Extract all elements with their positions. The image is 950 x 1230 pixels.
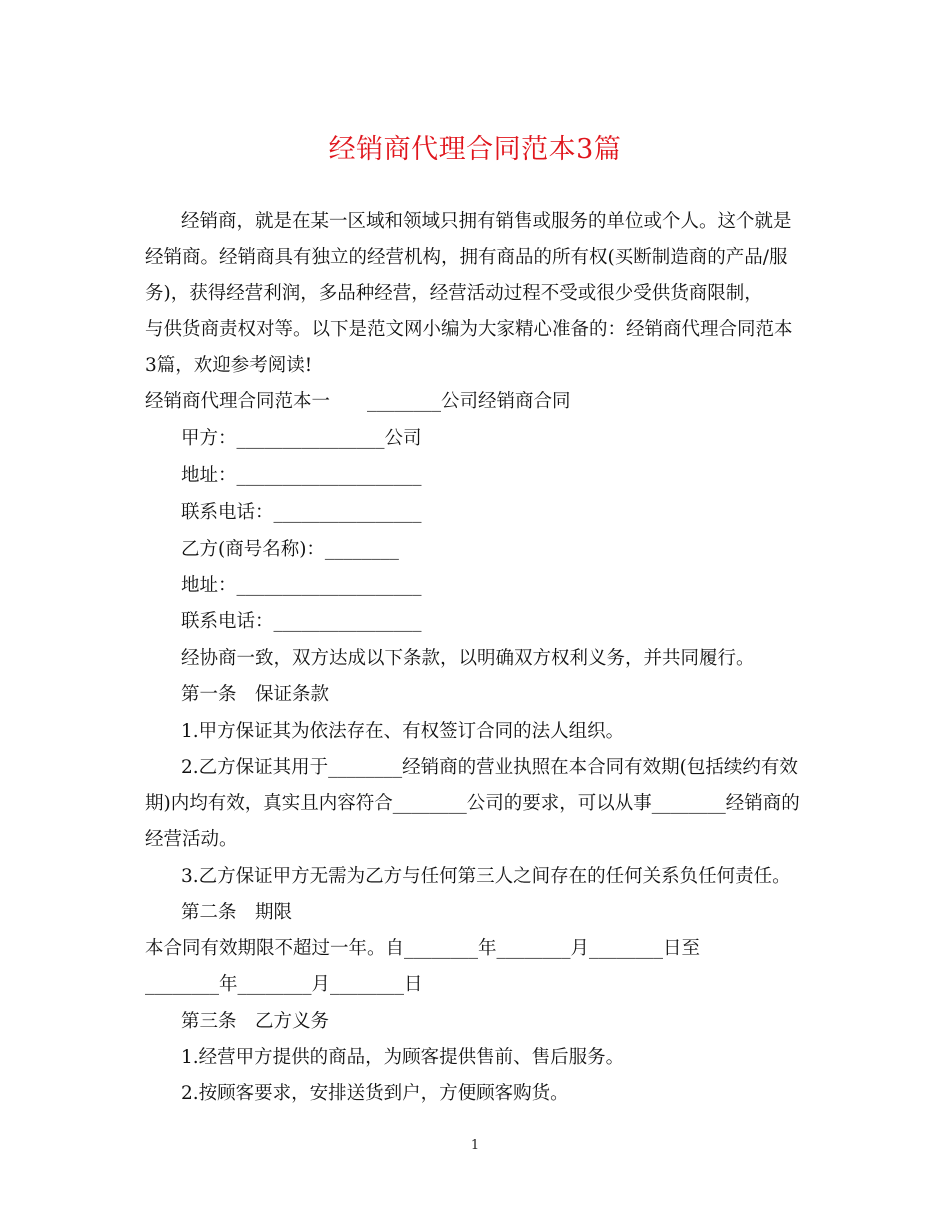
intro-line: 3篇，欢迎参考阅读! <box>145 355 313 376</box>
article-heading: 第二条 期限 <box>181 902 293 923</box>
clause-line: 期)内均有效，真实且内容符合________公司的要求，可以从事________经销商的 <box>145 793 800 814</box>
clause-line: 经营活动。 <box>145 829 238 850</box>
party-b-name: 乙方(商号名称)：________ <box>181 539 399 560</box>
agreement-statement: 经协商一致，双方达成以下条款，以明确双方权利义务，并共同履行。 <box>181 648 755 669</box>
intro-line: 务)，获得经营利润，多品种经营，经营活动过程不受或很少受供货商限制， <box>145 283 763 304</box>
party-b-address: 地址：____________________ <box>181 575 422 596</box>
term-line: ________年________月________日 <box>145 974 423 995</box>
party-a-name: 甲方：________________公司 <box>181 428 422 449</box>
clause-line: 2.按顾客要求，安排送货到户，方便顾客购货。 <box>181 1083 569 1104</box>
party-b-phone: 联系电话：________________ <box>181 611 422 632</box>
intro-paragraph <box>145 204 810 384</box>
article-heading: 第三条 乙方义务 <box>181 1011 330 1032</box>
intro-line: 与供货商责权对等。以下是范文网小编为大家精心准备的：经销商代理合同范本 <box>145 319 793 340</box>
intro-line: 经销商。经销商具有独立的经营机构，拥有商品的所有权(买断制造商的产品/服 <box>145 247 788 268</box>
page-number: 1 <box>470 1138 480 1153</box>
article-heading: 第一条 保证条款 <box>181 684 330 705</box>
intro-line: 经销商，就是在某一区域和领域只拥有销售或服务的单位或个人。这个就是 <box>181 211 792 232</box>
clause-line: 1.甲方保证其为依法存在、有权签订合同的法人组织。 <box>181 721 625 742</box>
clause-line: 1.经营甲方提供的商品，为顾客提供售前、售后服务。 <box>181 1047 625 1068</box>
contract-heading: 经销商代理合同范本一 ________公司经销商合同 <box>145 391 571 412</box>
clause-line: 3.乙方保证甲方无需为乙方与任何第三人之间存在的任何关系负任何责任。 <box>181 866 791 887</box>
party-a-address: 地址：____________________ <box>181 465 422 486</box>
document-title: 经销商代理合同范本3篇 <box>328 134 622 165</box>
term-line: 本合同有效期限不超过一年。自________年________月________日至 <box>145 938 701 959</box>
clause-line: 2.乙方保证其用于________经销商的营业执照在本合同有效期(包括续约有效 <box>181 757 798 778</box>
party-a-phone: 联系电话：________________ <box>181 502 422 523</box>
